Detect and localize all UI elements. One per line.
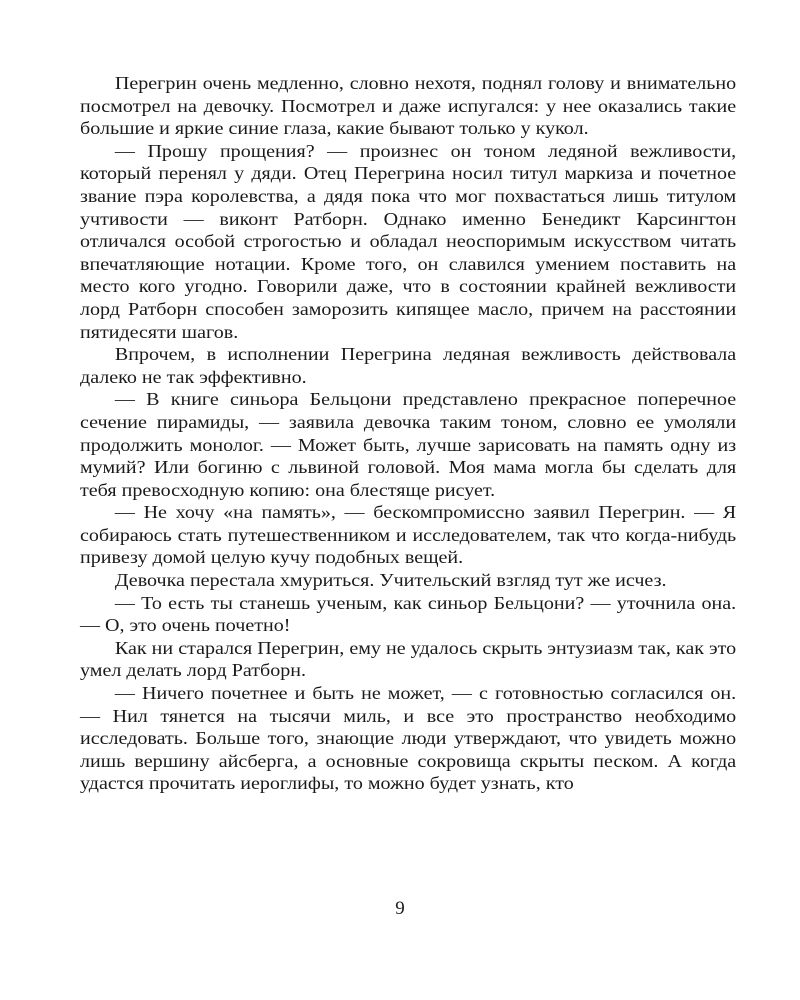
page-body-text (80, 72, 736, 795)
paragraph: — Не хочу «на память», — бескомпромиссно заявил Перегрин. — Я собираюсь стать путешественником и исследователем, так что когда-нибудь привезу домой целую кучу подобных вещей. (80, 502, 737, 568)
paragraph: Девочка перестала хмуриться. Учительский взгляд тут же исчез. (114, 570, 667, 591)
paragraph: — В книге синьора Бельцони представлено прекрасное поперечное сечение пирамиды, — заявила девочка таким тоном, словно ее умоляли продолжить монолог. — Может быть, лучше зарисовать на память одну из мумий? Или богиню с львиной головой. Моя мама могла бы сделать для тебя превосходную копию: она блестяще рисует. (80, 389, 737, 500)
paragraph: Перегрин очень медленно, словно нехотя, поднял голову и внимательно посмотрел на девочку. Посмотрел и даже испугался: у нее оказались такие большие и яркие синие глаза, какие бывают только у кукол. (80, 73, 737, 139)
page-number: 9 (395, 898, 405, 919)
paragraph: Впрочем, в исполнении Перегрина ледяная вежливость действовала далеко не так эффективно. (80, 344, 737, 387)
paragraph: — Ничего почетнее и быть не может, — с готовностью согласился он. — Нил тянется на тысячи миль, и все это пространство необходимо исследовать. Больше того, знающие люди утверждают, что увидеть можно лишь вершину айсберга, а основные сокровища скрыты песком. А когда удастся прочитать иероглифы, то можно будет узнать, кто (80, 683, 737, 794)
paragraph: — Прошу прощения? — произнес он тоном ледяной вежливости, который перенял у дяди. Отец Перегрина носил титул маркиза и почетное звание пэра королевства, а дядя пока что мог похвастаться лишь титулом учтивости — виконт Ратборн. Однако именно Бенедикт Карсингтон отличался особой строгостью и обладал неоспоримым искусством читать впечатляющие нотации. Кроме того, он славился умением поставить на место кого угодно. Говорили даже, что в состоянии крайней вежливости лорд Ратборн способен заморозить кипящее масло, причем на расстоянии пятидесяти шагов. (80, 140, 737, 342)
paragraph: — То есть ты станешь ученым, как синьор Бельцони? — уточнила она. — О, это очень почетно! (80, 592, 737, 636)
paragraph: Как ни старался Перегрин, ему не удалось скрыть энтузиазм так, как это умел делать лорд Ратборн. (80, 637, 737, 681)
